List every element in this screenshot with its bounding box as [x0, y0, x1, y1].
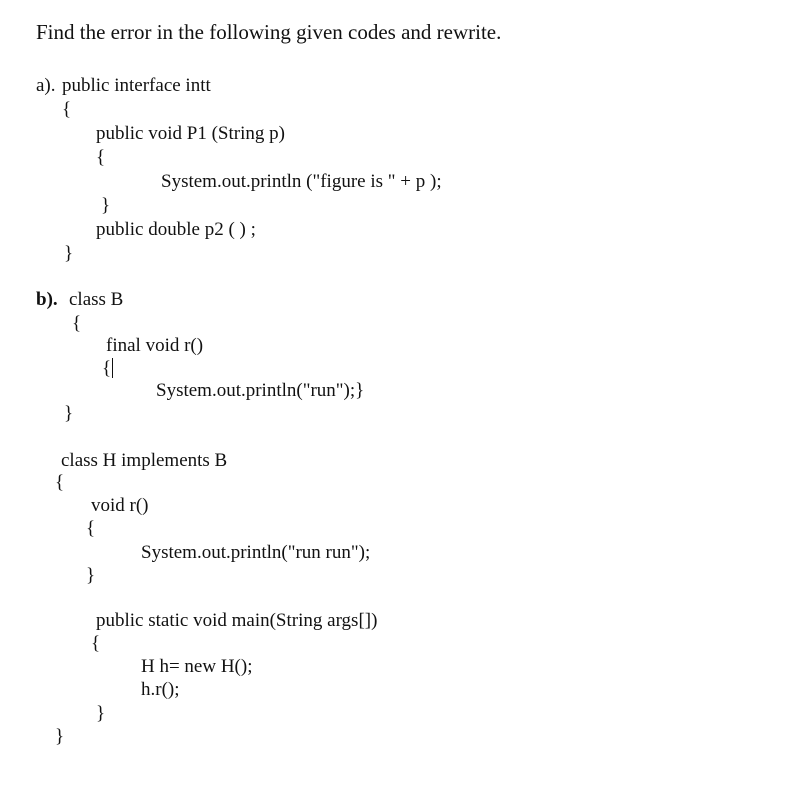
part-b-label: b).: [36, 289, 58, 310]
code-line: }: [101, 195, 111, 216]
question-heading: Find the error in the following given codes and rewrite.: [36, 20, 502, 44]
code-line: {: [102, 358, 112, 379]
code-line: H h= new H();: [141, 656, 253, 677]
code-line: {: [62, 99, 72, 120]
code-line: {: [72, 313, 82, 334]
code-line: public static void main(String args[]): [96, 610, 378, 631]
code-line: }: [55, 726, 65, 747]
part-a-label: a).: [36, 75, 56, 96]
code-line-with-caret: [102, 358, 113, 378]
code-line: System.out.println("run");}: [156, 380, 365, 401]
code-line: {: [55, 472, 65, 493]
code-line: void r(): [91, 495, 149, 516]
code-line: class H implements B: [61, 450, 228, 471]
code-line: public interface intt: [62, 75, 211, 96]
code-line: final void r(): [106, 335, 204, 356]
code-line: System.out.println ("figure is " + p );: [161, 171, 442, 192]
code-line: {: [91, 633, 101, 654]
code-line: h.r();: [141, 679, 180, 700]
code-line: }: [64, 403, 74, 424]
code-line: }: [64, 243, 74, 264]
code-line: }: [86, 565, 96, 586]
code-line: System.out.println("run run");: [141, 542, 371, 563]
code-line: public double p2 ( ) ;: [96, 219, 256, 240]
text-cursor: [112, 358, 113, 378]
code-line: {: [96, 147, 106, 168]
code-line: class B: [69, 289, 124, 310]
code-line: {: [86, 518, 96, 539]
code-line: public void P1 (String p): [96, 123, 285, 144]
code-line: }: [96, 703, 106, 724]
